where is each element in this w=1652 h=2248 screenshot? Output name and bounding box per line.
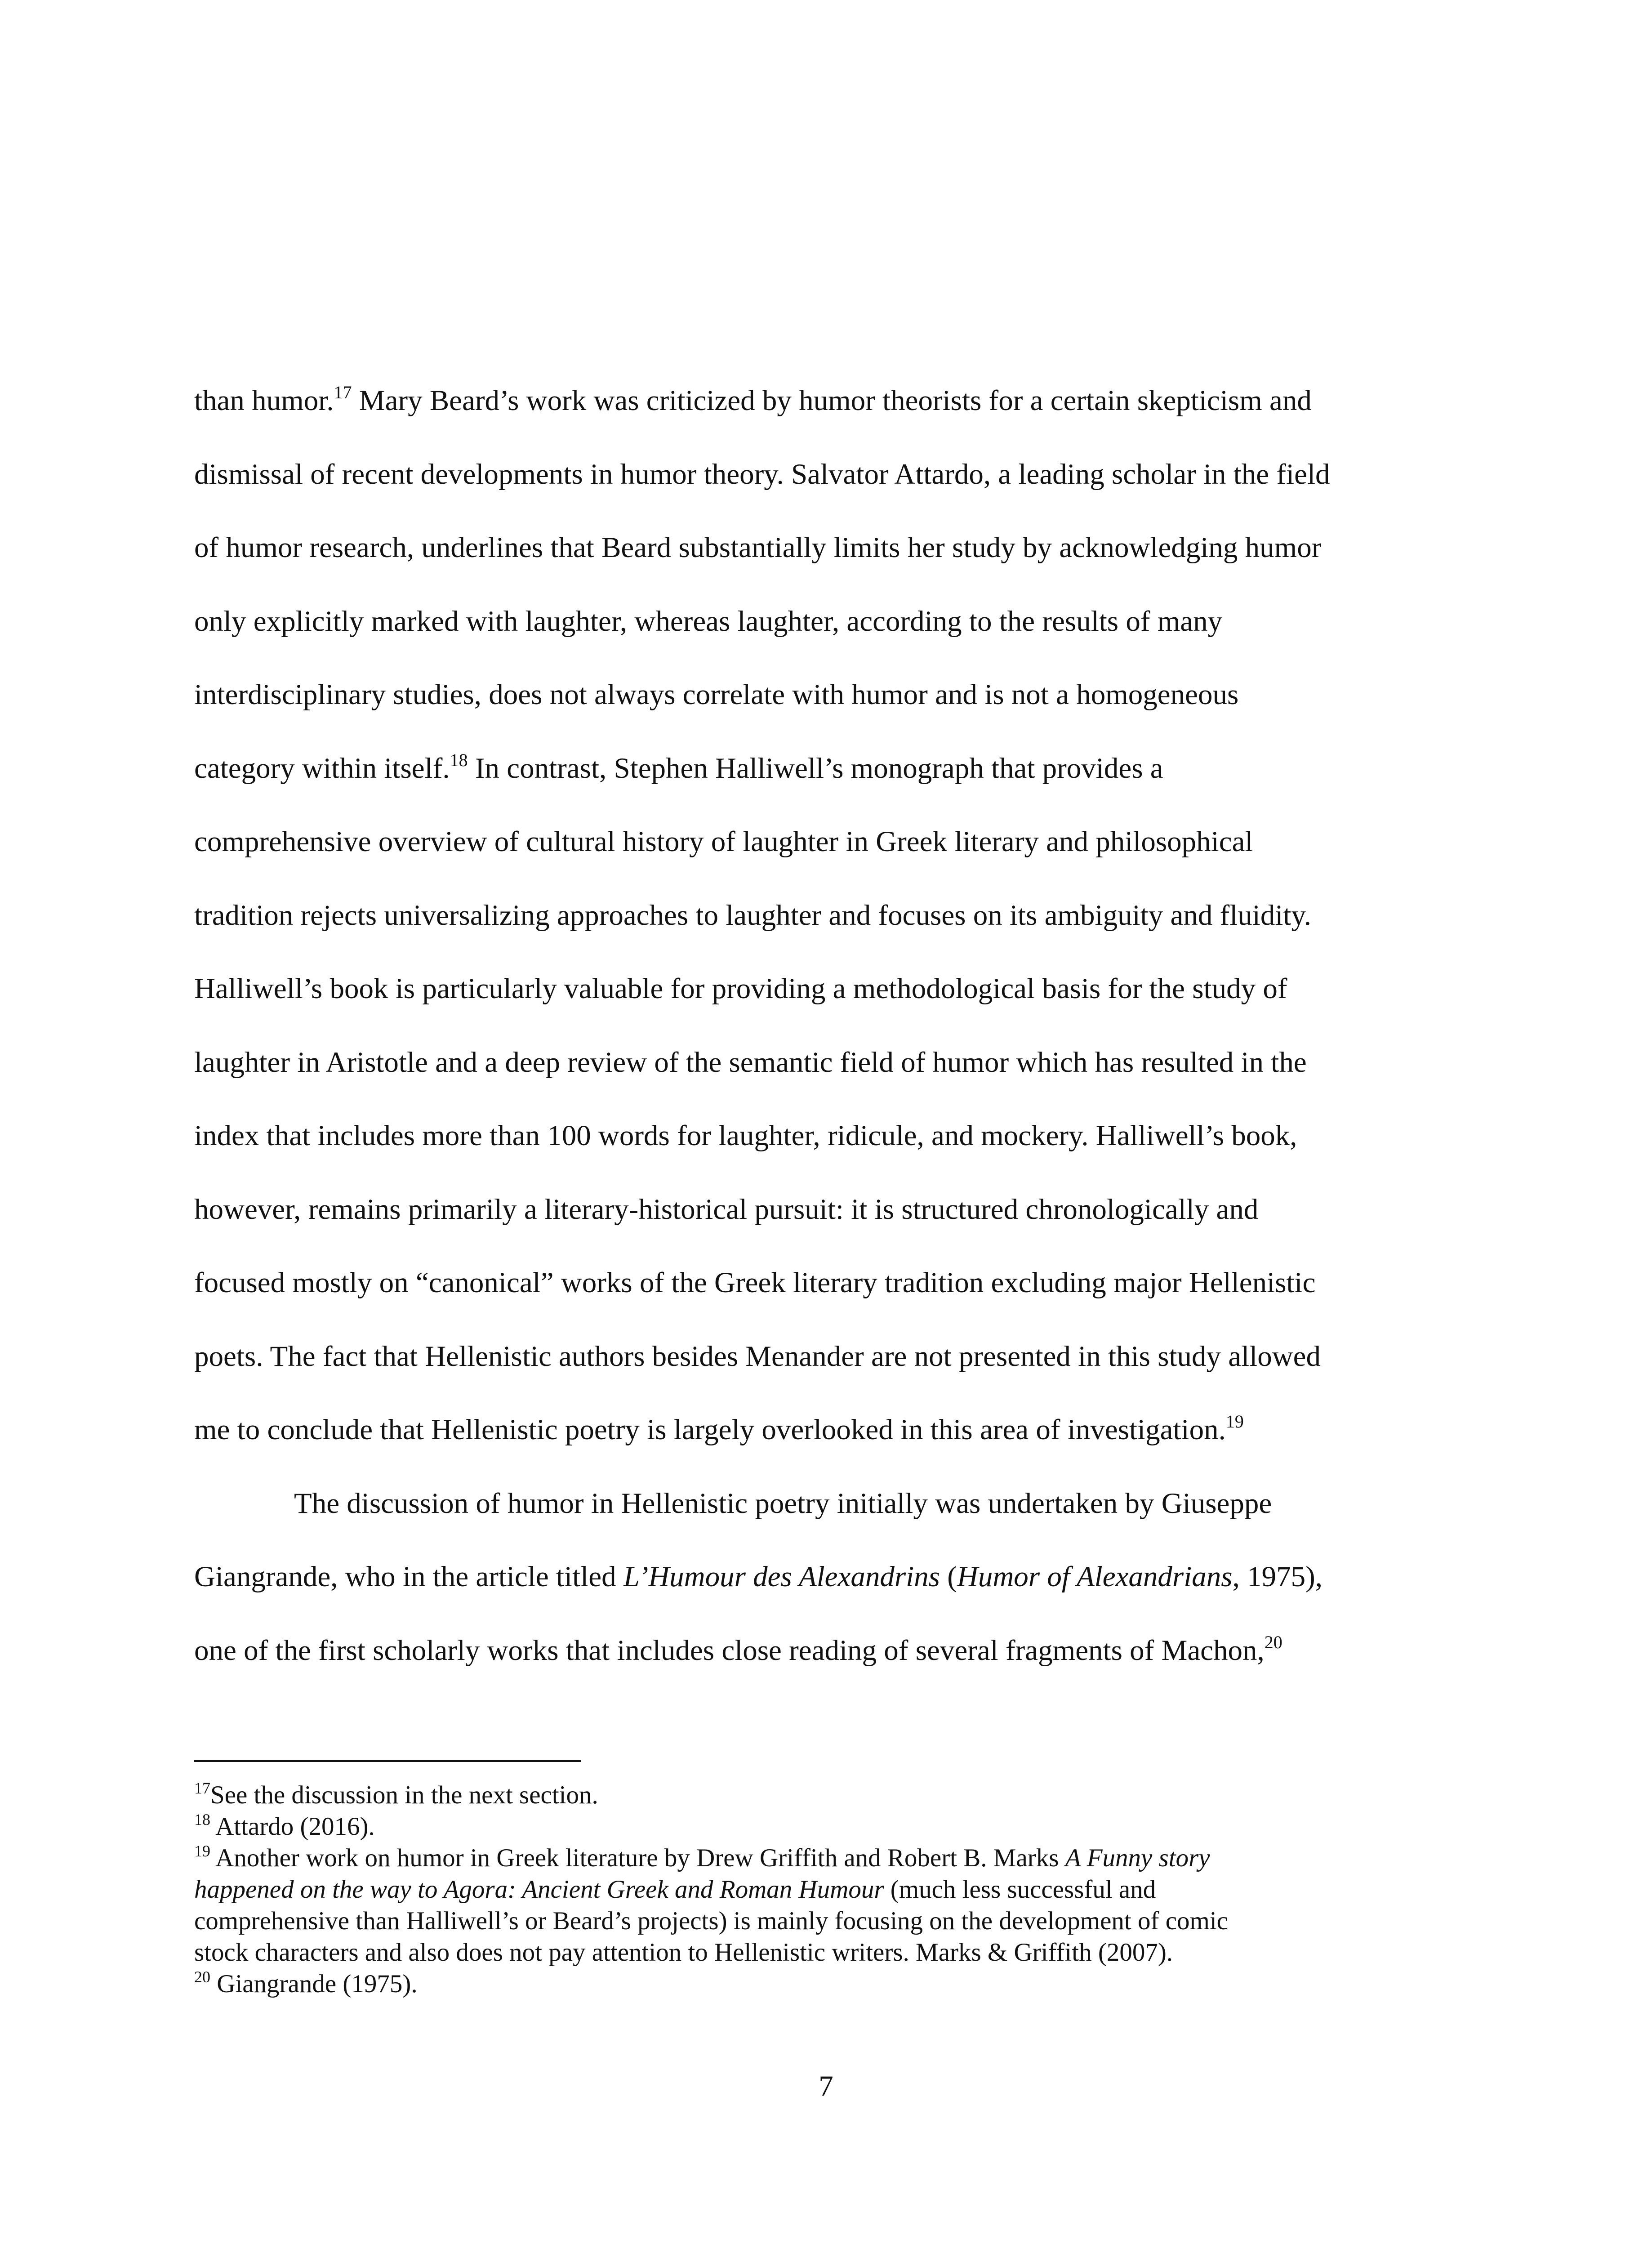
footnote-number: 19	[194, 1842, 210, 1860]
footnote-ref-18[interactable]: 18	[450, 749, 468, 770]
text-line: Halliwell’s book is particularly valuable for providing a methodological basis for the study of	[194, 972, 1287, 1005]
footnote-text: Giangrande (1975).	[210, 1970, 418, 1998]
footnote-number: 20	[194, 1968, 210, 1986]
footnote-text: (much less successful and	[884, 1875, 1156, 1904]
italic-title: A Funny story	[1065, 1844, 1210, 1872]
text-line	[194, 1393, 1453, 1467]
text-run: In contrast, Stephen Halliwell’s monograph that provides a	[468, 752, 1163, 785]
text-run: than humor.	[194, 384, 334, 417]
text-line	[194, 364, 1453, 438]
footnote-number: 18	[194, 1811, 210, 1829]
italic-title: happened on the way to Agora: Ancient Greek and Roman Humour	[194, 1875, 884, 1904]
text-line: poets. The fact that Hellenistic authors besides Menander are not presented in this study allowed	[194, 1340, 1321, 1373]
footnote-17	[194, 1780, 1453, 1811]
text-line	[194, 1540, 1453, 1614]
page-number: 7	[819, 2070, 833, 2102]
text-run: , 1975),	[1232, 1561, 1322, 1593]
footnote-ref-17[interactable]: 17	[334, 382, 352, 402]
text-run: one of the first scholarly works that includes close reading of several fragments of Machon,	[194, 1634, 1265, 1667]
footnote-line	[194, 1874, 1453, 1905]
text-line	[194, 1614, 1453, 1688]
footnote-number: 17	[194, 1779, 210, 1797]
text-line: interdisciplinary studies, does not always correlate with humor and is not a homogeneous	[194, 678, 1239, 711]
footnote-line: stock characters and also does not pay attention to Hellenistic writers. Marks & Griffith (2007).	[194, 1938, 1173, 1967]
footnote-text: Attardo (2016).	[210, 1812, 375, 1841]
text-line: The discussion of humor in Hellenistic poetry initially was undertaken by Giuseppe	[294, 1487, 1272, 1520]
text-line: of humor research, underlines that Beard substantially limits her study by acknowledging humor	[194, 531, 1322, 564]
text-run: category within itself.	[194, 752, 450, 785]
text-run: Giangrande, who in the article titled	[194, 1561, 623, 1593]
text-line: tradition rejects universalizing approaches to laughter and focuses on its ambiguity and fluidity.	[194, 899, 1311, 932]
paragraph-2	[194, 1467, 1453, 1688]
footnote-ref-20[interactable]: 20	[1264, 1632, 1282, 1652]
footnote-text: Another work on humor in Greek literature by Drew Griffith and Robert B. Marks	[210, 1844, 1065, 1872]
body-text	[194, 364, 1453, 1687]
text-line: comprehensive overview of cultural history of laughter in Greek literary and philosophical	[194, 825, 1253, 858]
text-line: only explicitly marked with laughter, whereas laughter, according to the results of many	[194, 605, 1223, 638]
text-line: dismissal of recent developments in humor theory. Salvator Attardo, a leading scholar in the field	[194, 458, 1330, 491]
text-line: laughter in Aristotle and a deep review of the semantic field of humor which has resulted in the	[194, 1046, 1307, 1079]
footnote-text: See the discussion in the next section.	[210, 1781, 598, 1809]
footnote-line: comprehensive than Halliwell’s or Beard’s projects) is mainly focusing on the development of comic	[194, 1907, 1228, 1935]
footnotes	[194, 1780, 1453, 2000]
footnote-18	[194, 1811, 1453, 1842]
italic-title: L’Humour des Alexandrins	[623, 1561, 940, 1593]
text-run: Mary Beard’s work was criticized by humor theorists for a certain skepticism and	[352, 384, 1312, 417]
paragraph-1	[194, 364, 1453, 1467]
text-line: focused mostly on “canonical” works of the Greek literary tradition excluding major Hellenistic	[194, 1267, 1316, 1299]
text-line: index that includes more than 100 words for laughter, ridicule, and mockery. Halliwell’s book,	[194, 1120, 1297, 1152]
footnote-separator	[194, 1760, 581, 1762]
text-run: (	[940, 1561, 957, 1593]
text-line	[194, 732, 1453, 806]
footnote-19	[194, 1842, 1453, 1968]
italic-title: Humor of Alexandrians	[957, 1561, 1233, 1593]
footnote-20	[194, 1968, 1453, 2000]
footnote-line	[194, 1842, 1453, 1874]
text-run: me to conclude that Hellenistic poetry is largely overlooked in this area of investigation.	[194, 1414, 1226, 1446]
footnote-ref-19[interactable]: 19	[1225, 1411, 1244, 1432]
text-line: however, remains primarily a literary-historical pursuit: it is structured chronologically and	[194, 1193, 1259, 1226]
